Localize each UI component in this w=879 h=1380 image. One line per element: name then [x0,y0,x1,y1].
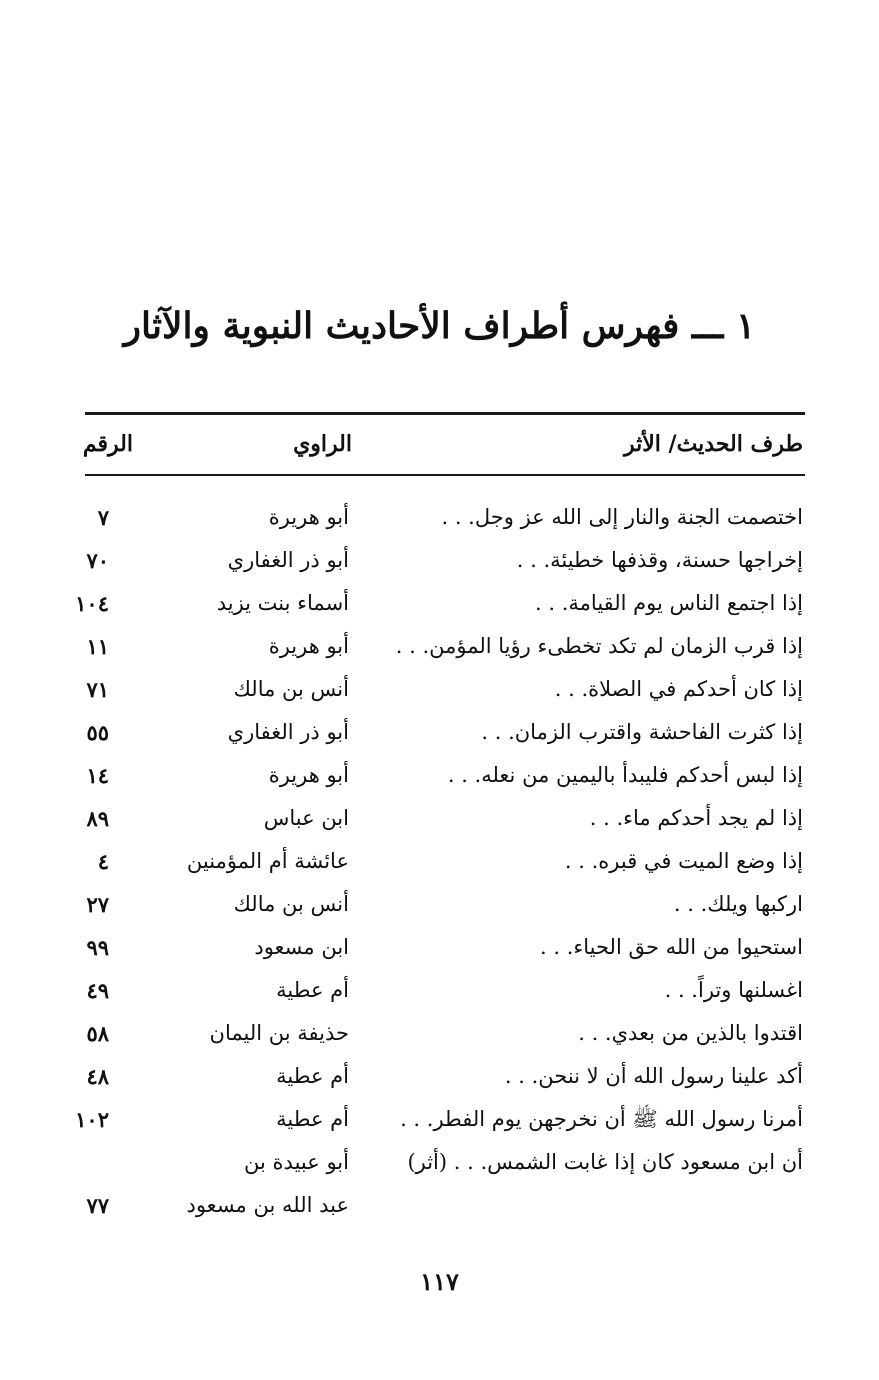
hadith-excerpt: اقتدوا بالذين من بعدي. . . [578,1021,803,1045]
hadith-number: ١٤ [86,763,109,788]
hadith-excerpt: إذا قرب الزمان لم تكد تخطىء رؤيا المؤمن. . . [395,634,803,658]
table-row [0,926,879,969]
hadith-number: ٧٧ [86,1193,109,1218]
table-header-row [0,422,879,466]
table-row [0,625,879,668]
table-top-rule [85,412,805,415]
narrator-name: عائشة أم المؤمنين [186,849,349,873]
hadith-number: ٧٠ [86,548,109,573]
index-table-body [0,496,879,1227]
hadith-excerpt: إذا كان أحدكم في الصلاة. . . [554,677,803,701]
narrator-name: أسماء بنت يزيد [216,591,349,615]
narrator-name: أبو ذر الغفاري [227,548,349,572]
hadith-excerpt: إذا اجتمع الناس يوم القيامة. . . [535,591,803,615]
hadith-number: ٤٨ [86,1064,109,1089]
table-row [0,1098,879,1141]
table-row [0,797,879,840]
hadith-number: ٥٥ [86,720,109,745]
hadith-excerpt: إذا وضع الميت في قبره. . . [564,849,803,873]
column-header-excerpt: طرف الحديث/ الأثر [623,431,803,457]
hadith-excerpt: اركبها ويلك. . . [673,892,803,916]
hadith-number: ٤٩ [86,978,109,1003]
header-bottom-rule [85,474,805,476]
table-row [0,969,879,1012]
narrator-name: أم عطية [276,978,349,1002]
table-row [0,883,879,926]
hadith-number: ١٠٤ [75,591,109,616]
hadith-number: ٨٩ [86,806,109,831]
hadith-excerpt: إخراجها حسنة، وقذفها خطيئة. . . [516,548,803,572]
hadith-number: ٧ [97,505,109,530]
narrator-name: حذيفة بن اليمان [209,1021,349,1045]
hadith-excerpt: استحيوا من الله حق الحياء. . . [540,935,803,959]
table-row [0,1141,879,1184]
hadith-number: ١١ [86,634,109,659]
page-number: ١١٧ [420,1267,459,1296]
table-row [0,754,879,797]
narrator-name: أبو هريرة [268,634,349,658]
column-header-narrator: الراوي [293,431,352,457]
hadith-number: ٥٨ [86,1021,109,1046]
hadith-number: ٧١ [86,677,109,702]
hadith-number: ٩٩ [86,935,109,960]
table-row [0,1012,879,1055]
hadith-number: ٤ [97,849,109,874]
page-title: ١ ـــ فهرس أطراف الأحاديث النبوية والآثار [123,305,756,347]
column-header-number: الرقم [82,431,133,457]
table-row [0,711,879,754]
narrator-name: عبد الله بن مسعود [186,1193,349,1217]
narrator-name: أنس بن مالك [233,677,349,701]
table-row [0,496,879,539]
narrator-name: أبو ذر الغفاري [227,720,349,744]
table-row [0,1184,879,1227]
table-row [0,1055,879,1098]
hadith-number: ٢٧ [86,892,109,917]
hadith-number: ١٠٢ [75,1107,109,1132]
hadith-excerpt: إذا لبس أحدكم فليبدأ باليمين من نعله. . . [447,763,803,787]
hadith-excerpt: إذا كثرت الفاحشة واقترب الزمان. . . [481,720,803,744]
table-row [0,668,879,711]
narrator-name: أبو هريرة [268,763,349,787]
narrator-name: ابن مسعود [254,935,349,959]
table-row [0,840,879,883]
hadith-excerpt: إذا لم يجد أحدكم ماء. . . [589,806,803,830]
narrator-name: أبو عبيدة بن [244,1150,349,1174]
hadith-excerpt: اغسلنها وتراً. . . [664,978,803,1002]
hadith-excerpt: أكد علينا رسول الله أن لا ننحن. . . [504,1064,803,1088]
narrator-name: أنس بن مالك [233,892,349,916]
narrator-name: أم عطية [276,1107,349,1131]
narrator-name: ابن عباس [263,806,349,830]
table-row [0,539,879,582]
table-row [0,582,879,625]
hadith-excerpt: اختصمت الجنة والنار إلى الله عز وجل. . . [441,505,803,529]
hadith-excerpt: أمرنا رسول الله ﷺ أن نخرجهن يوم الفطر. . . [400,1107,803,1131]
hadith-excerpt: أن ابن مسعود كان إذا غابت الشمس. . . (أثر) [407,1150,803,1174]
narrator-name: أبو هريرة [268,505,349,529]
narrator-name: أم عطية [276,1064,349,1088]
